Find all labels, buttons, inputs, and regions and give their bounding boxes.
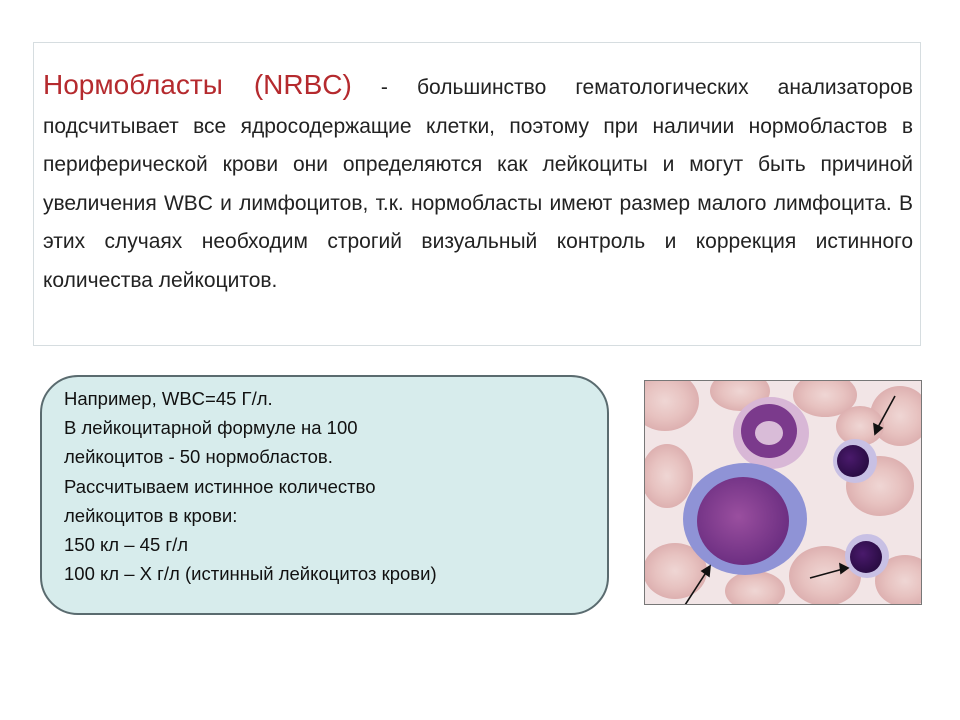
example-line: лейкоцитов в крови:: [64, 504, 238, 526]
leukocyte: [733, 397, 809, 469]
example-line: Рассчитываем истинное количество: [64, 475, 376, 497]
example-line: Например, WBC=45 Г/л.: [64, 388, 273, 409]
normoblast-bottom: [845, 534, 889, 578]
example-line: лейкоцитов - 50 нормобластов.: [64, 446, 333, 468]
normoblast-top: [833, 439, 877, 483]
example-line: 150 кл – 45 г/л: [64, 534, 189, 556]
term-heading: Нормобласты (NRBC): [43, 69, 352, 100]
large-blast-cell: [683, 463, 807, 575]
example-line: В лейкоцитарной формуле на 100: [64, 417, 358, 439]
definition-body: - большинство гематологических анализаторов подсчитывает все ядросодержащие клетки, поэтому при наличии нормобластов в периферической крови они определяются как лейкоциты и могут быть причиной увеличения WBC и лимфоцитов, т.к. нормобласты имеют размер малого лимфоцита. В этих случаях необходим строгий визуальный контроль и коррекция истинного количества лейкоцитов.: [43, 76, 913, 292]
micrograph-svg: [645, 381, 922, 605]
example-text: [64, 384, 584, 588]
definition-text: [43, 66, 913, 300]
example-line: 100 кл – Х г/л (истинный лейкоцитоз крови): [64, 563, 437, 585]
blood-smear-micrograph-icon: [644, 380, 922, 605]
